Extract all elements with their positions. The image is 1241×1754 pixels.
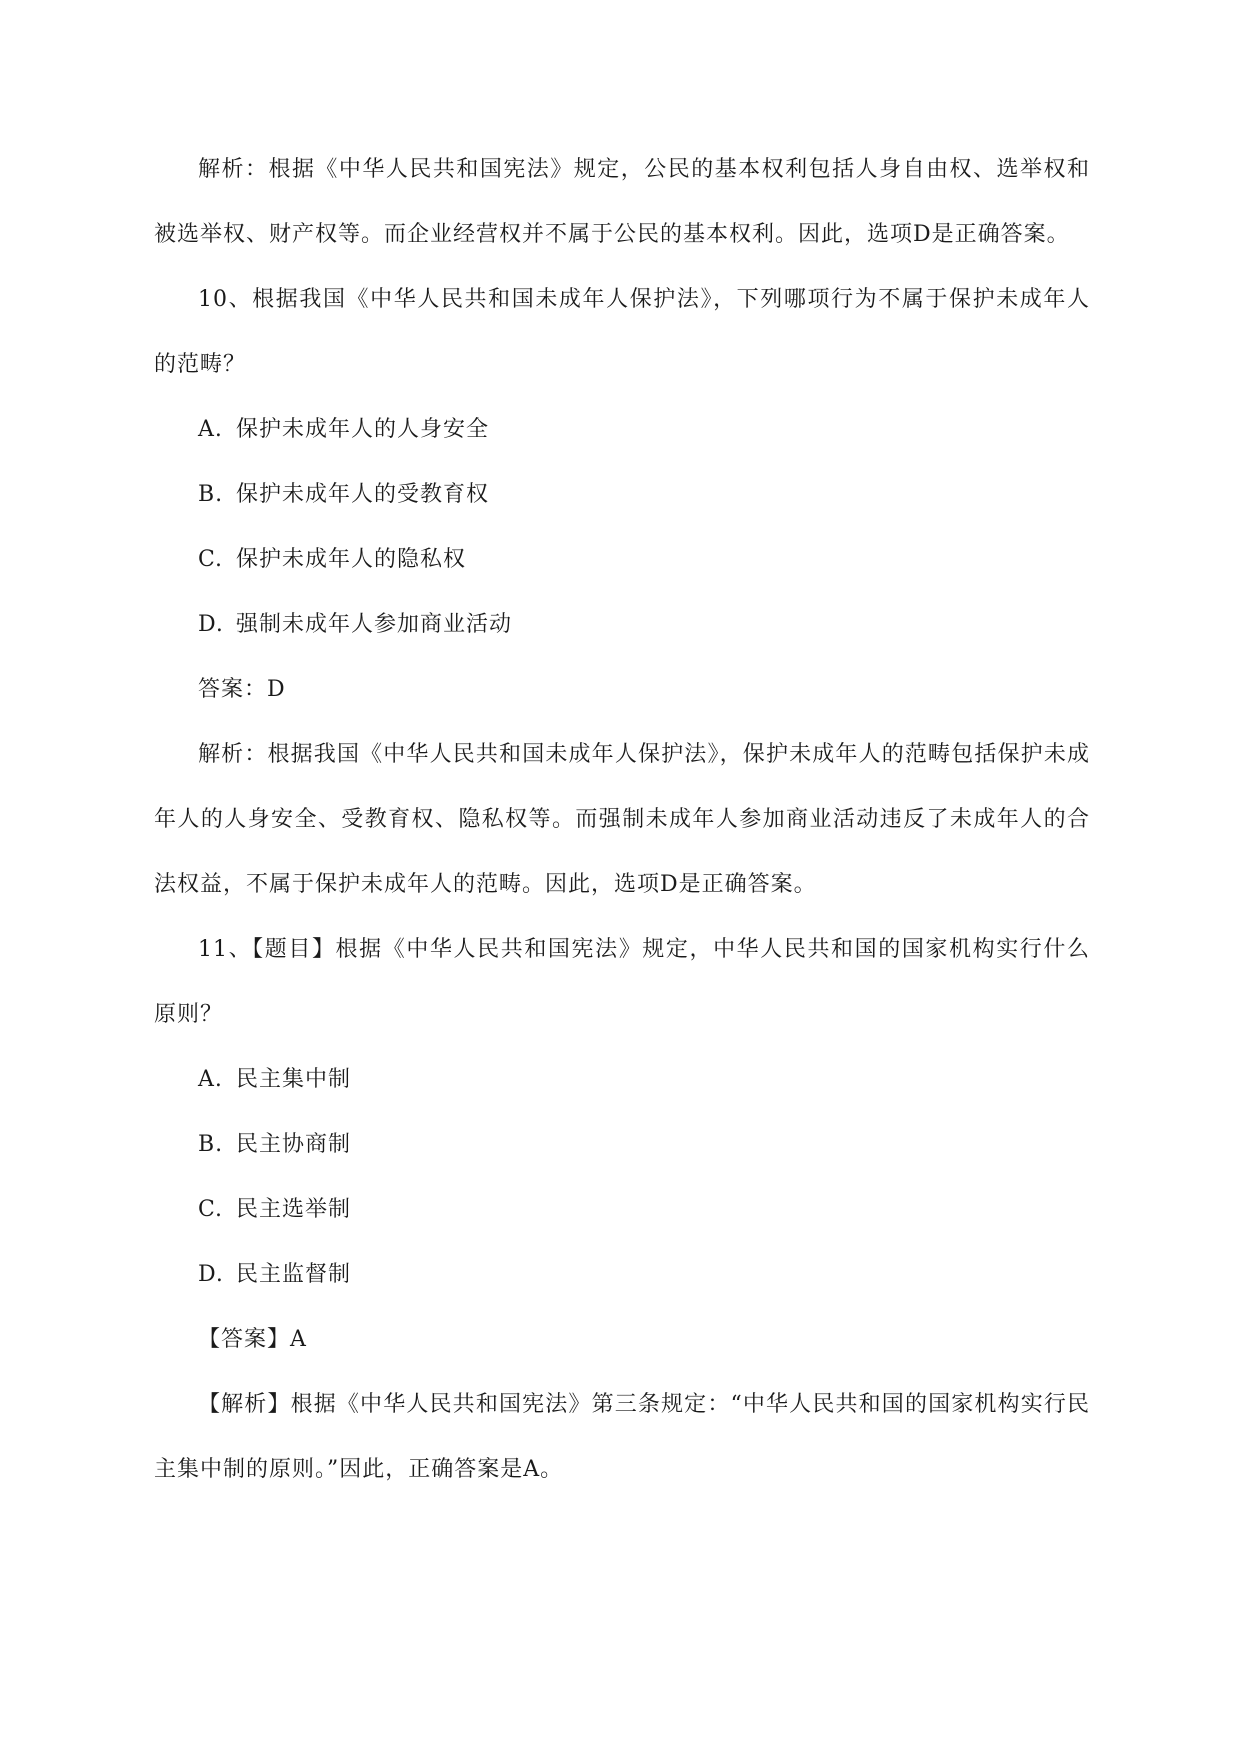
- option-text: 民主集中制: [236, 1067, 352, 1092]
- option-letter: B.: [198, 482, 224, 507]
- page-content: [154, 137, 1090, 1502]
- q11-option-d: [154, 1242, 1090, 1307]
- option-text: 保护未成年人的人身安全: [236, 417, 490, 442]
- option-letter: A.: [198, 1067, 223, 1092]
- q10-answer: 答案：D: [198, 677, 286, 702]
- q10-option-c: [154, 527, 1090, 592]
- q9-analysis: 解析：根据《中华人民共和国宪法》规定，公民的基本权利包括人身自由权、选举权和被选举权、财产权等。而企业经营权并不属于公民的基本权利。因此，选项D是正确答案。: [154, 157, 1090, 247]
- option-letter: C.: [198, 547, 224, 572]
- q11-option-c: [154, 1177, 1090, 1242]
- q11-option-b: [154, 1112, 1090, 1177]
- q11-option-a: [154, 1047, 1090, 1112]
- q11-question: 11、【题目】根据《中华人民共和国宪法》规定，中华人民共和国的国家机构实行什么原则？: [154, 937, 1090, 1027]
- q10-option-a: [154, 397, 1090, 462]
- option-text: 保护未成年人的受教育权: [236, 482, 490, 507]
- option-letter: D.: [198, 1262, 224, 1287]
- option-letter: D.: [198, 612, 224, 637]
- option-text: 民主选举制: [236, 1197, 352, 1222]
- option-letter: A.: [198, 417, 223, 442]
- q11-answer: 【答案】A: [198, 1327, 307, 1352]
- q10-question: 10、根据我国《中华人民共和国未成年人保护法》，下列哪项行为不属于保护未成年人的范畴？: [154, 287, 1090, 377]
- q11-analysis: 【解析】根据《中华人民共和国宪法》第三条规定：“中华人民共和国的国家机构实行民主集中制的原则。”因此，正确答案是A。: [154, 1392, 1090, 1482]
- option-text: 强制未成年人参加商业活动: [236, 612, 513, 637]
- option-letter: B.: [198, 1132, 224, 1157]
- option-text: 民主监督制: [236, 1262, 352, 1287]
- option-text: 民主协商制: [236, 1132, 352, 1157]
- q10-analysis: 解析：根据我国《中华人民共和国未成年人保护法》，保护未成年人的范畴包括保护未成年人的人身安全、受教育权、隐私权等。而强制未成年人参加商业活动违反了未成年人的合法权益，不属于保护未成年人的范畴。因此，选项D是正确答案。: [154, 742, 1090, 897]
- option-letter: C.: [198, 1197, 224, 1222]
- q10-option-b: [154, 462, 1090, 527]
- option-text: 保护未成年人的隐私权: [236, 547, 467, 572]
- q10-option-d: [154, 592, 1090, 657]
